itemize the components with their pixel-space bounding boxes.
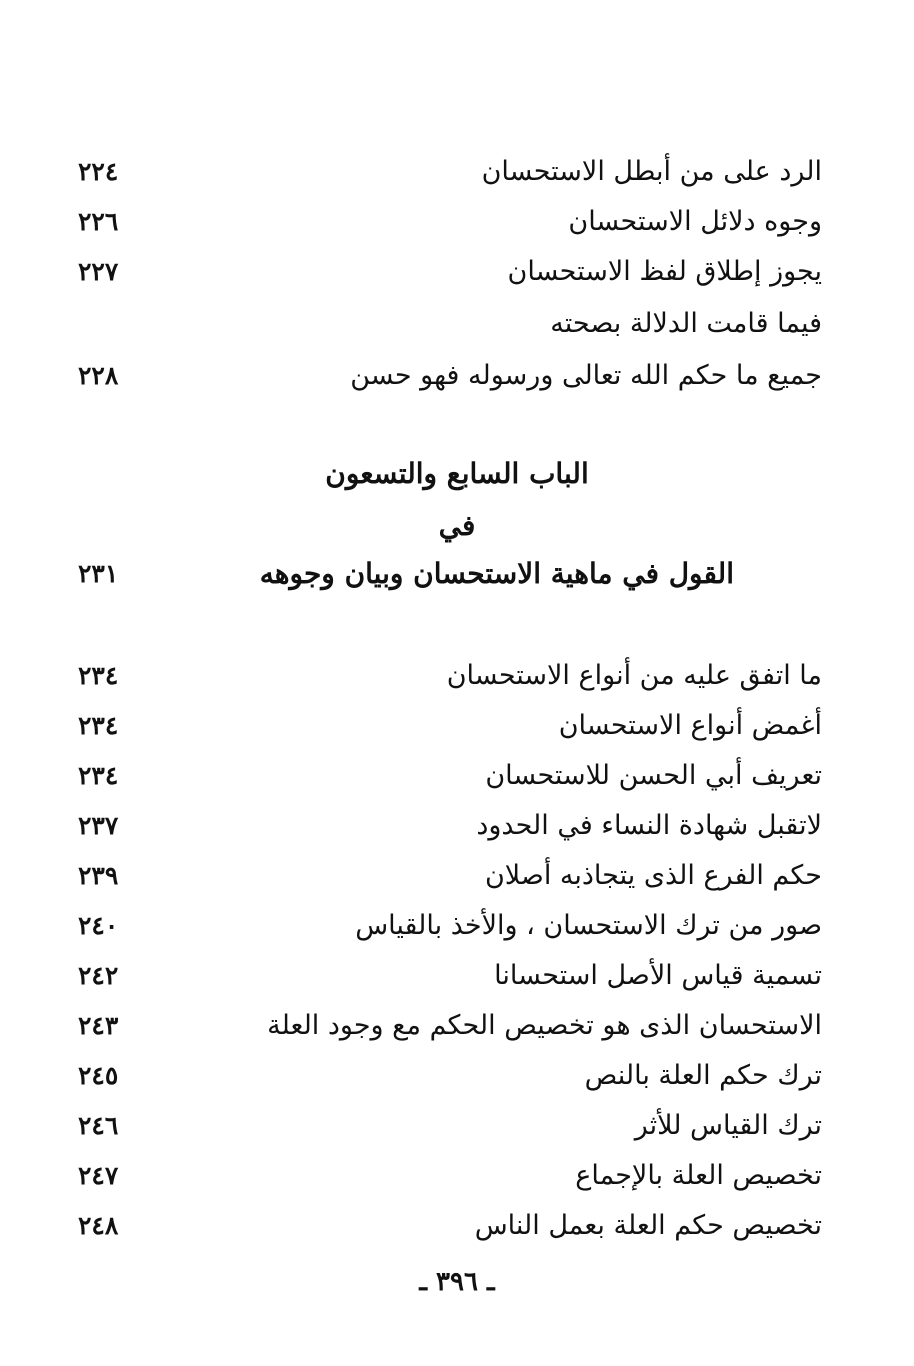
toc-entry-title: تخصيص حكم العلة بعمل الناس bbox=[474, 1210, 822, 1241]
toc-entry-page: ٢٣٤ bbox=[78, 661, 119, 690]
toc-entry bbox=[0, 250, 914, 294]
toc-entry-page: ٢٢٧ bbox=[78, 257, 119, 286]
toc-entry bbox=[0, 904, 914, 948]
toc-entry-page: ٢٣٩ bbox=[78, 861, 119, 890]
toc-entry-title: الرد على من أبطل الاستحسان bbox=[481, 156, 822, 187]
toc-entry-title: صور من ترك الاستحسان ، والأخذ بالقياس bbox=[355, 910, 822, 941]
toc-entry-page: ٢٣٧ bbox=[78, 811, 119, 840]
toc-entry-title: ما اتفق عليه من أنواع الاستحسان bbox=[446, 660, 822, 691]
toc-entry-title: ترك حكم العلة بالنص bbox=[584, 1060, 822, 1091]
toc-entry bbox=[0, 150, 914, 194]
toc-entry-title: وجوه دلائل الاستحسان bbox=[568, 206, 822, 237]
toc-entry bbox=[0, 200, 914, 244]
toc-entry bbox=[0, 1054, 914, 1098]
toc-entry-page: ٢٢٨ bbox=[78, 361, 119, 390]
toc-entry-title: لاتقبل شهادة النساء في الحدود bbox=[476, 810, 822, 841]
toc-entry-title: جميع ما حكم الله تعالى ورسوله فهو حسن bbox=[350, 360, 822, 391]
toc-entry-page: ٢٤٧ bbox=[78, 1161, 119, 1190]
chapter-title: القول في ماهية الاستحسان وبيان وجوهه bbox=[259, 557, 734, 590]
toc-entry-page: ٢٤٥ bbox=[78, 1061, 119, 1090]
toc-entry-title: ترك القياس للأثر bbox=[634, 1110, 822, 1141]
toc-entry bbox=[0, 654, 914, 698]
toc-entry bbox=[0, 1104, 914, 1148]
toc-entry-title: تخصيص العلة بالإجماع bbox=[575, 1160, 822, 1191]
toc-entry-page: ٢٢٤ bbox=[78, 157, 119, 186]
toc-entry-page: ٢٤٣ bbox=[78, 1011, 119, 1040]
toc-entry-title: حكم الفرع الذى يتجاذبه أصلان bbox=[484, 860, 822, 891]
toc-entry-title: تعريف أبي الحسن للاستحسان bbox=[485, 760, 822, 791]
toc-entry bbox=[0, 1204, 914, 1248]
toc-entry bbox=[0, 354, 914, 398]
toc-entry bbox=[0, 302, 914, 346]
toc-entry-title: فيما قامت الدلالة بصحته bbox=[550, 308, 822, 339]
toc-entry-page: ٢٤٨ bbox=[78, 1211, 119, 1240]
toc-entry bbox=[0, 704, 914, 748]
chapter-preposition: في bbox=[438, 509, 476, 542]
chapter-title-row bbox=[0, 552, 914, 596]
toc-entry bbox=[0, 854, 914, 898]
toc-entry bbox=[0, 1154, 914, 1198]
toc-entry bbox=[0, 1004, 914, 1048]
toc-entry-page: ٢٣٤ bbox=[78, 711, 119, 740]
toc-entry-title: يجوز إطلاق لفظ الاستحسان bbox=[507, 256, 822, 287]
toc-entry-title: الاستحسان الذى هو تخصيص الحكم مع وجود العلة bbox=[267, 1010, 822, 1041]
toc-entry-page: ٢٤٠ bbox=[78, 911, 119, 940]
page-number: ـ ٣٩٦ ـ bbox=[419, 1267, 495, 1297]
toc-entry-page: ٢٣٤ bbox=[78, 761, 119, 790]
chapter-heading: الباب السابع والتسعون bbox=[325, 457, 589, 490]
toc-entry bbox=[0, 754, 914, 798]
toc-entry-page: ٢٢٦ bbox=[78, 207, 119, 236]
toc-entry-title: أغمض أنواع الاستحسان bbox=[558, 710, 822, 741]
toc-entry bbox=[0, 804, 914, 848]
toc-entry-page: ٢٤٦ bbox=[78, 1111, 119, 1140]
chapter-page: ٢٣١ bbox=[78, 559, 119, 588]
toc-entry-title: تسمية قياس الأصل استحسانا bbox=[494, 960, 822, 991]
toc-entry bbox=[0, 954, 914, 998]
toc-entry-page: ٢٤٢ bbox=[78, 961, 119, 990]
